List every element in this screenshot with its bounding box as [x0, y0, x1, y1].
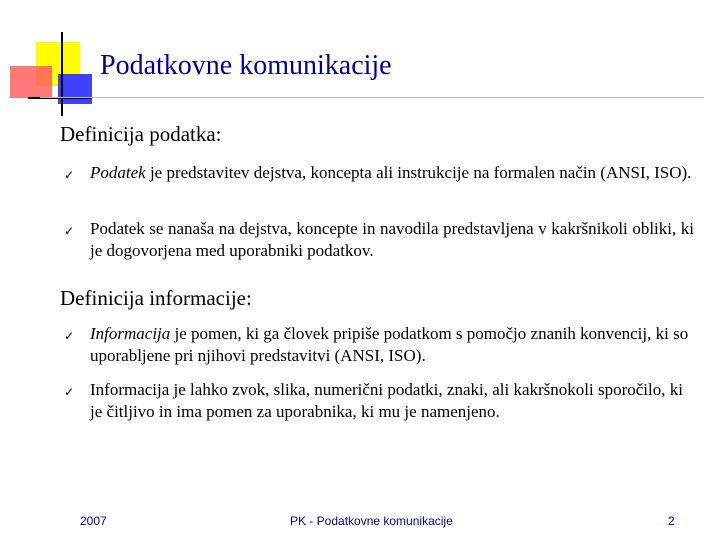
title-divider — [40, 97, 704, 98]
bullet-item — [64, 162, 694, 184]
bullet-item — [64, 379, 694, 423]
bullet-text: je predstavitev dejstva, koncepta ali instrukcije na formalen način (ANSI, ISO). — [145, 163, 692, 182]
bullet-item — [64, 218, 694, 262]
bullet-item — [64, 323, 694, 367]
logo-red-square — [10, 66, 52, 98]
bullet-text: Informacija je lahko zvok, slika, numerični podatki, znaki, ali kakršnokoli sporočilo, ki je čitljivo in ima pomen za uporabnika, ki mu je namenjeno. — [90, 380, 683, 421]
logo-vertical-line — [61, 32, 63, 116]
section-heading-data-definition: Definicija podatka: — [60, 122, 222, 146]
bullet-text: Podatek se nanaša na dejstva, koncepte in navodila predstavljena v kakršnikoli obliki, ki je dogovorjena med uporabniki podatkov. — [90, 219, 694, 260]
bullet-term: Podatek — [90, 163, 146, 182]
footer-page-number: 2 — [668, 514, 675, 528]
footer-title: PK - Podatkovne komunikacije — [290, 514, 453, 528]
footer-year: 2007 — [80, 514, 107, 528]
bullet-term: Informacija — [90, 324, 171, 343]
bullet-text: je pomen, ki ga človek pripiše podatkom s pomočjo znanih konvencij, ki so uporabljene pri njihovi predstavitvi (ANSI, ISO). — [90, 324, 689, 365]
slide-title: Podatkovne komunikacije — [100, 50, 392, 81]
slide-logo — [0, 0, 110, 120]
checkmark-icon: ✓ — [64, 168, 75, 182]
section-heading-information-definition: Definicija informacije: — [60, 286, 252, 310]
checkmark-icon: ✓ — [64, 329, 75, 343]
checkmark-icon: ✓ — [64, 224, 75, 238]
logo-blue-square — [58, 74, 92, 104]
checkmark-icon: ✓ — [64, 385, 75, 399]
